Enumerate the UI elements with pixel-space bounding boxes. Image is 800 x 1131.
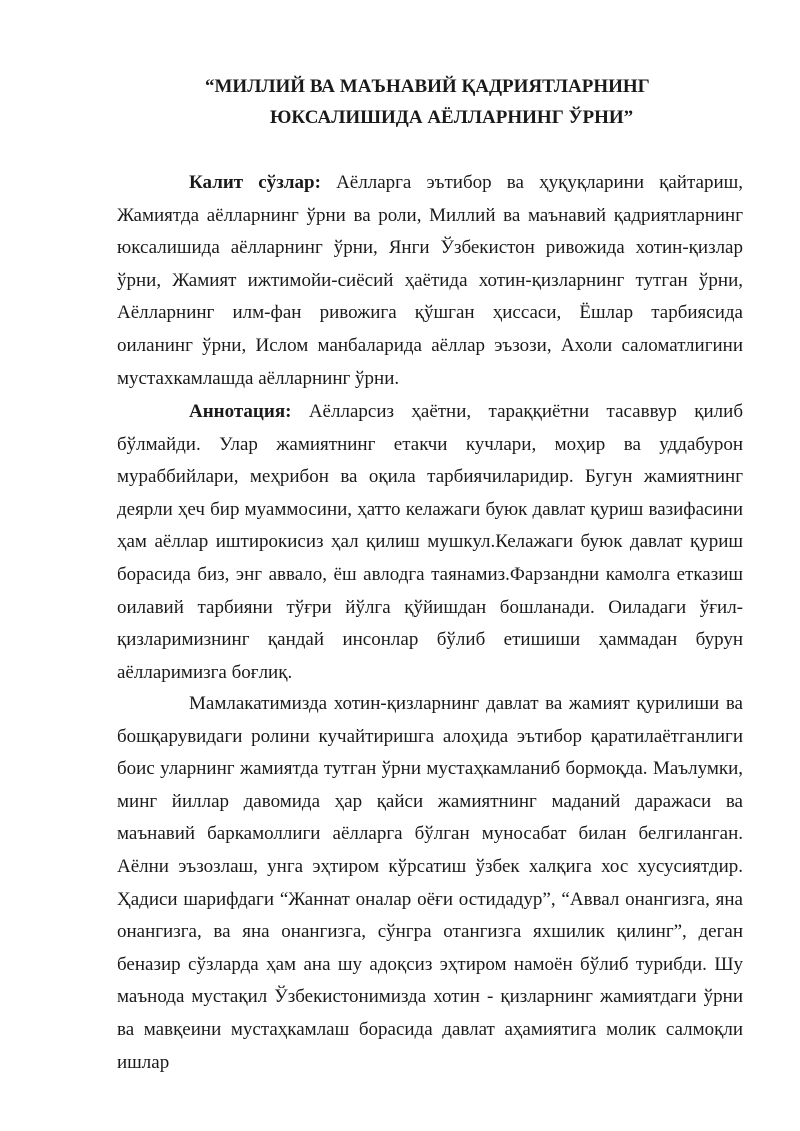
abstract-text: Аёлларсиз ҳаётни, тараққиётни тасаввур қилиб бўлмайди. Улар жамиятнинг етакчи кучлари, моҳир ва уддабурон мураббийлари, меҳрибон ва оқила тарбиячиларидир. Бугун жамиятнинг деярли ҳеч бир муаммосини, ҳатто келажаги буюк давлат қуриш вазифасини ҳам аёллар иштирокисиз ҳал қилиш мушкул.Келажаги буюк давлат қуриш борасида биз, энг аввало, ёш авлодга таянамиз.Фарзандни камолга етказиш оилавий тарбияни тўғри йўлга қўйишдан бошланади. Оиладаги ўғил-қизларимизнинг қандай инсонлар бўлиб етишиши ҳаммадан бурун аёлларимизга боғлиқ. bbox=[117, 401, 743, 683]
keywords-label: Калит сўзлар: bbox=[189, 172, 321, 193]
keywords-paragraph bbox=[117, 167, 743, 395]
abstract-paragraph bbox=[117, 396, 743, 689]
body-paragraph: Мамлакатимизда хотин-қизларнинг давлат ва жамият қурилиши ва бошқарувидаги ролини кучайтиришга алоҳида эътибор қаратилаётганлиги боис уларнинг жамиятда тутган ўрни мустаҳкамланиб бормоқда. Маълумки, минг йиллар давомида ҳар қайси жамиятнинг маданий даражаси ва маънавий баркамоллиги аёлларга бўлган муносабат билан белгиланган. Аёлни эъзозлаш, унга эҳтиром кўрсатиш ўзбек халқига хос хусусиятдир. Ҳадиси шарифдаги “Жаннат оналар оёғи остидадур”, “Аввал онангизга, яна онангизга, ва яна онангизга, сўнгра отангизга яхшилик қилинг”, деган беназир сўзларда ҳам ана шу адоқсиз эҳтиром намоён бўлиб турибди. Шу маънода мустақил Ўзбекистонимизда хотин - қизларнинг жамиятдаги ўрни ва мавқеини мустаҳкамлаш борасида давлат аҳамиятига молик салмоқли ишлар bbox=[117, 693, 743, 1073]
abstract-label: Аннотация: bbox=[189, 401, 292, 422]
keywords-text: Аёлларга эътибор ва ҳуқуқларини қайтариш, Жамиятда аёлларнинг ўрни ва роли, Миллий ва маънавий қадриятларнинг юксалишида аёлларнинг ўрни, Янги Ўзбекистон ривожида хотин-қизлар ўрни, Жамият ижтимойи-сиёсий ҳаётида хотин-қизларнинг тутган ўрни, Аёлларнинг илм-фан ривожига қўшган ҳиссаси, Ёшлар тарбиясида оиланинг ўрни, Ислом манбаларида аёллар эъзози, Ахоли саломатлигини мустахкамлашда аёлларнинг ўрни. bbox=[117, 172, 743, 389]
title-line-1: “МИЛЛИЙ ВА МАЪНАВИЙ ҚАДРИЯТЛАРНИНГ bbox=[205, 76, 650, 97]
title-line-2: ЮКСАЛИШИДА АЁЛЛАРНИНГ ЎРНИ” bbox=[270, 107, 634, 128]
